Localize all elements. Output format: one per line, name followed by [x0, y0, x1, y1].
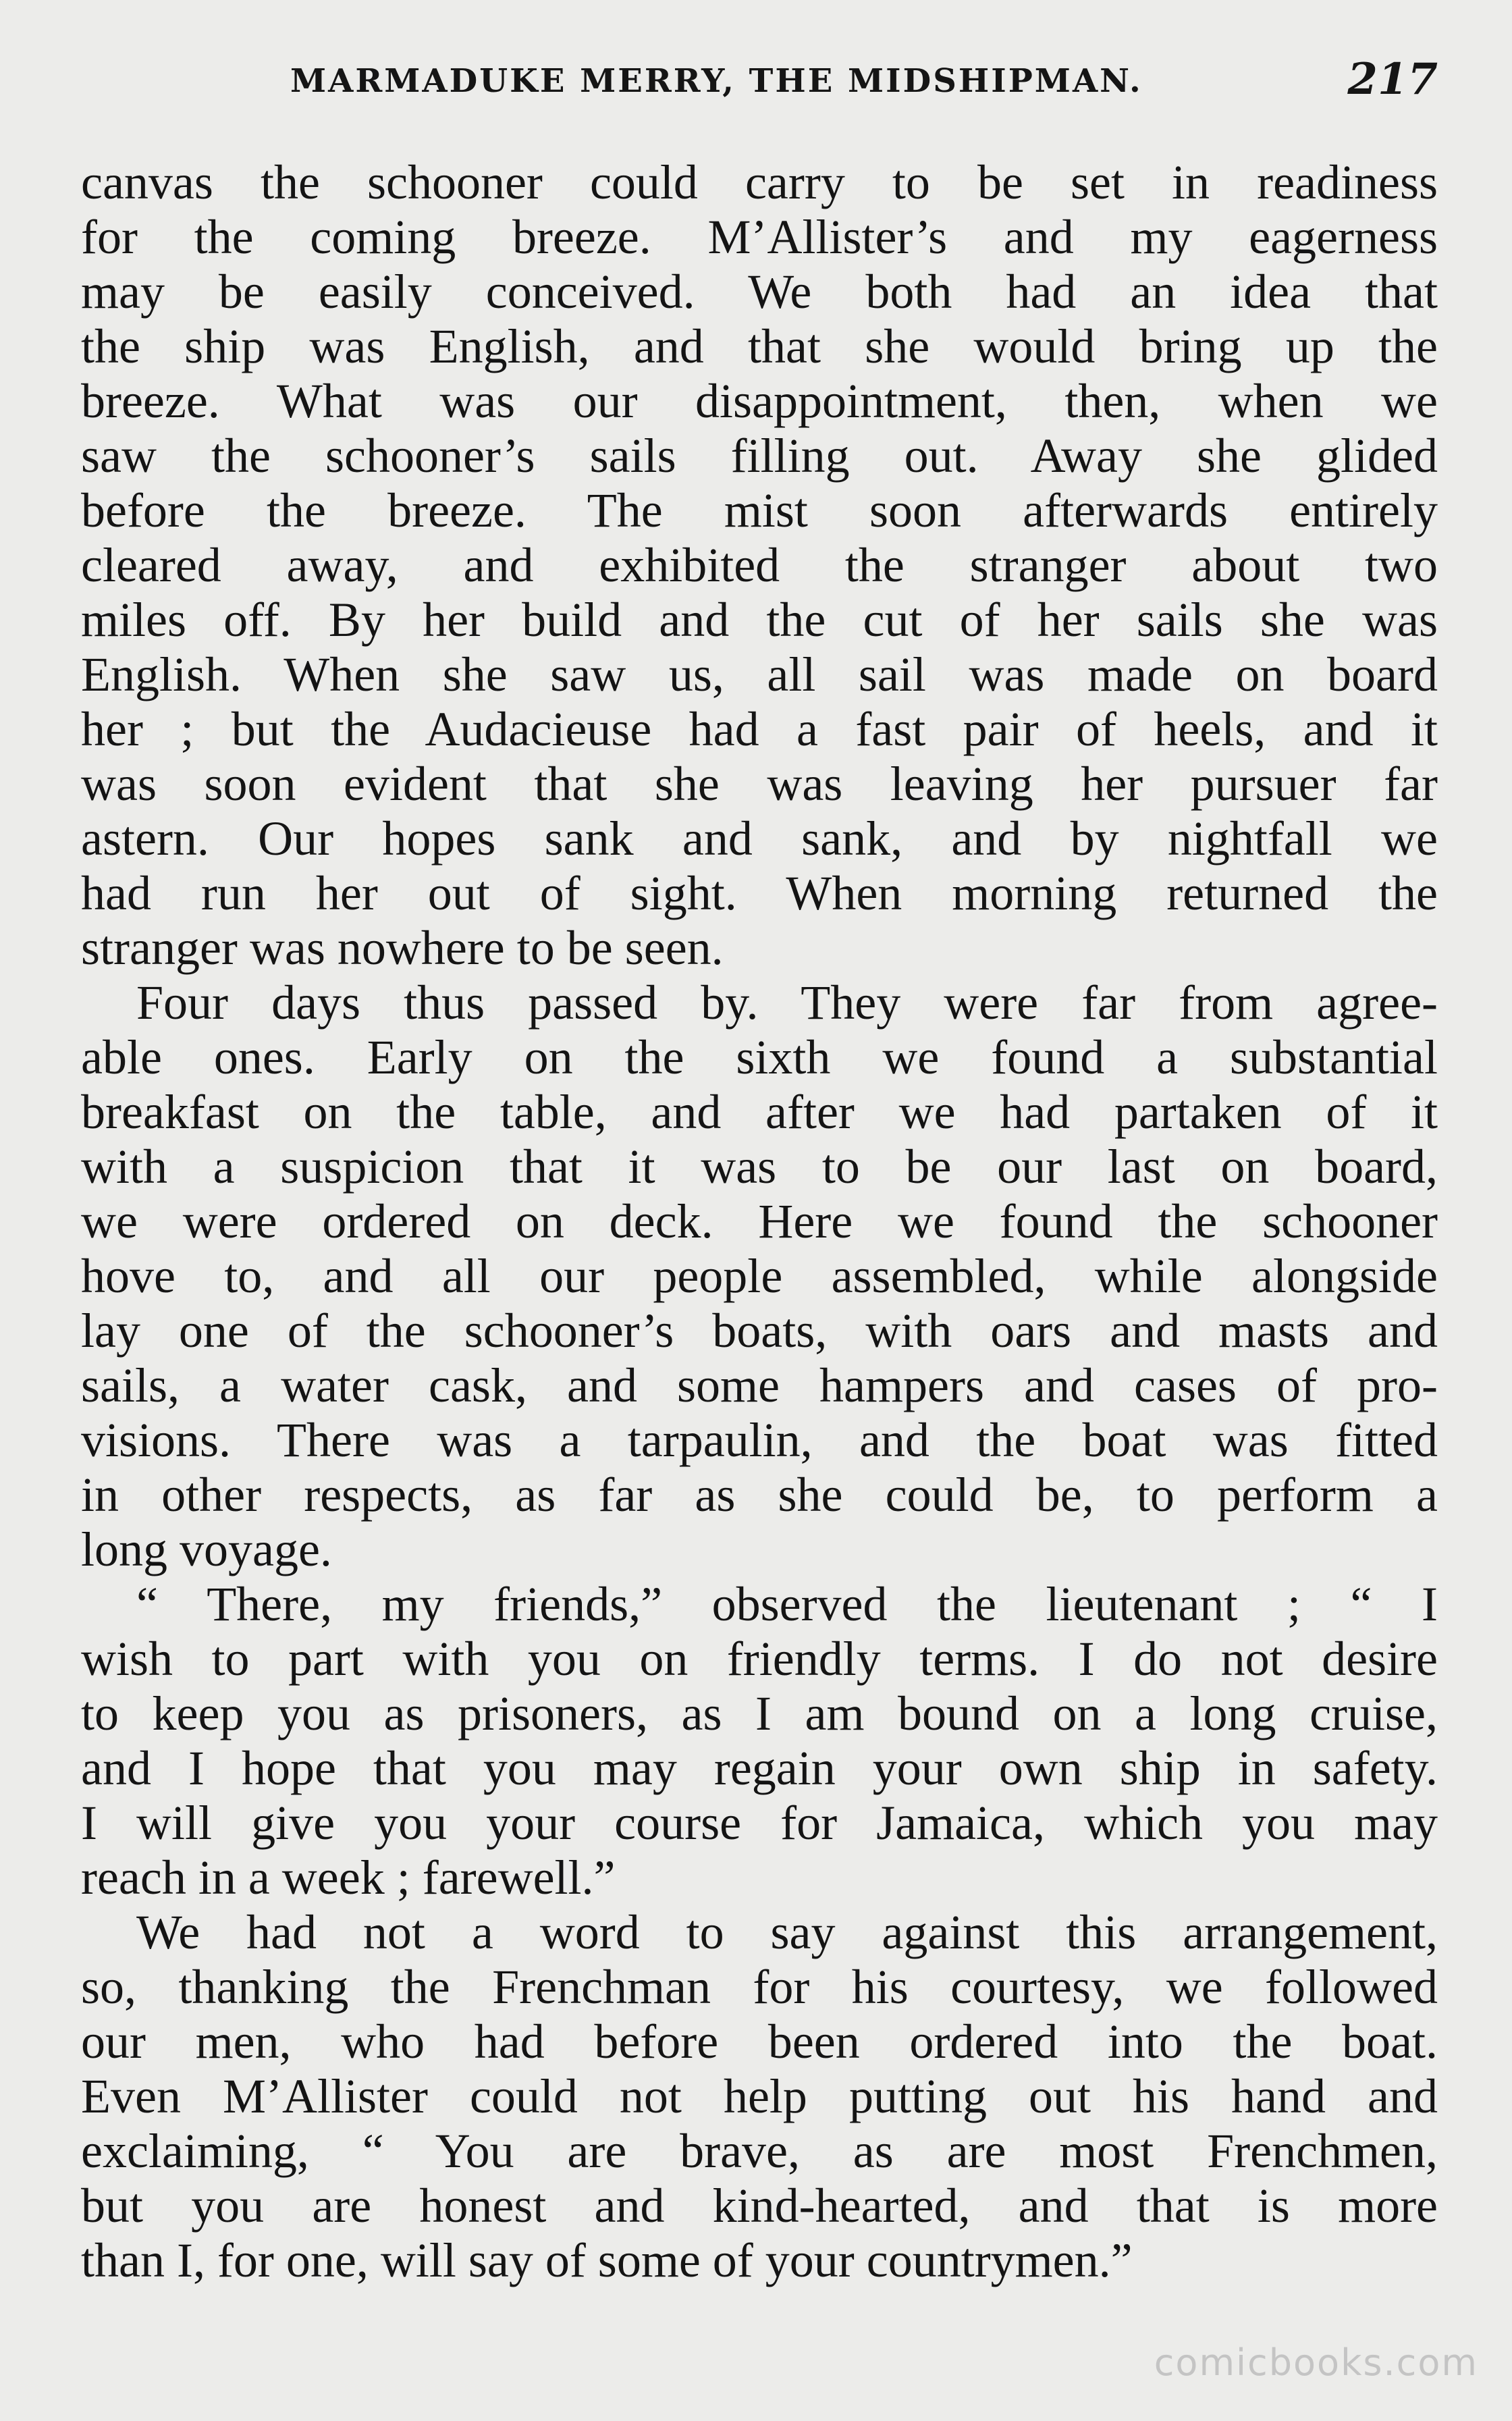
text-line: sails, a water cask, and some hampers and cases of pro-: [81, 1358, 1438, 1412]
text-line: and I hope that you may regain your own ship in safety.: [81, 1741, 1438, 1795]
text-line: cleared away, and exhibited the stranger about two: [81, 538, 1438, 592]
text-line: had run her out of sight. When morning returned the: [81, 866, 1438, 920]
text-line: wish to part with you on friendly terms. I do not desire: [81, 1632, 1438, 1686]
text-line: breeze. What was our disappointment, then, when we: [81, 374, 1438, 428]
page-number: 217: [1347, 54, 1438, 105]
text-line: astern. Our hopes sank and sank, and by nightfall we: [81, 812, 1438, 866]
text-line: for the coming breeze. M’Allister’s and my eagerness: [81, 210, 1438, 264]
text-line: exclaiming, “ You are brave, as are most Frenchmen,: [81, 2124, 1438, 2178]
text-line: with a suspicion that it was to be our last on board,: [81, 1140, 1438, 1194]
text-line: to keep you as prisoners, as I am bound on a long cruise,: [81, 1686, 1438, 1740]
text-line: “ There, my friends,” observed the lieutenant ; “ I: [136, 1577, 1438, 1631]
text-line: Four days thus passed by. They were far from agree-: [136, 976, 1438, 1030]
text-line: our men, who had before been ordered into the boat.: [81, 2015, 1438, 2069]
text-line: the ship was English, and that she would bring up the: [81, 319, 1438, 373]
text-line: I will give you your course for Jamaica, which you may: [81, 1796, 1438, 1850]
text-line: before the breeze. The mist soon afterwards entirely: [81, 483, 1438, 537]
watermark: comicbooks.com: [1154, 2341, 1478, 2384]
text-line: visions. There was a tarpaulin, and the boat was fitted: [81, 1413, 1438, 1467]
text-line: stranger was nowhere to be seen.: [81, 921, 724, 975]
text-line: Even M’Allister could not help putting out his hand and: [81, 2069, 1438, 2123]
text-line: hove to, and all our people assembled, while alongside: [81, 1249, 1438, 1303]
text-line: may be easily conceived. We both had an idea that: [81, 265, 1438, 319]
text-line: lay one of the schooner’s boats, with oars and masts and: [81, 1304, 1438, 1358]
body-text: [81, 155, 1438, 2288]
text-line: we were ordered on deck. Here we found the schooner: [81, 1194, 1438, 1248]
text-line: her ; but the Audacieuse had a fast pair of heels, and it: [81, 702, 1438, 756]
text-line: able ones. Early on the sixth we found a substantial: [81, 1030, 1438, 1084]
text-line: English. When she saw us, all sail was made on board: [81, 647, 1438, 701]
text-line: canvas the schooner could carry to be set in readiness: [81, 155, 1438, 209]
text-line: in other respects, as far as she could be, to perform a: [81, 1468, 1438, 1522]
text-line: was soon evident that she was leaving her pursuer far: [81, 757, 1438, 811]
text-line: so, thanking the Frenchman for his courtesy, we followed: [81, 1960, 1438, 2014]
text-line: saw the schooner’s sails filling out. Away she glided: [81, 429, 1438, 483]
running-head: [68, 54, 1444, 122]
text-line: but you are honest and kind-hearted, and that is more: [81, 2179, 1438, 2233]
running-title: MARMADUKE MERRY, THE MIDSHIPMAN.: [290, 62, 1143, 100]
text-line: breakfast on the table, and after we had partaken of it: [81, 1085, 1438, 1139]
text-line: reach in a week ; farewell.”: [81, 1851, 616, 1905]
text-line: miles off. By her build and the cut of her sails she was: [81, 593, 1438, 647]
text-line: than I, for one, will say of some of your countrymen.”: [81, 2233, 1133, 2287]
text-line: long voyage.: [81, 1522, 332, 1576]
text-line: We had not a word to say against this arrangement,: [136, 1905, 1438, 1959]
